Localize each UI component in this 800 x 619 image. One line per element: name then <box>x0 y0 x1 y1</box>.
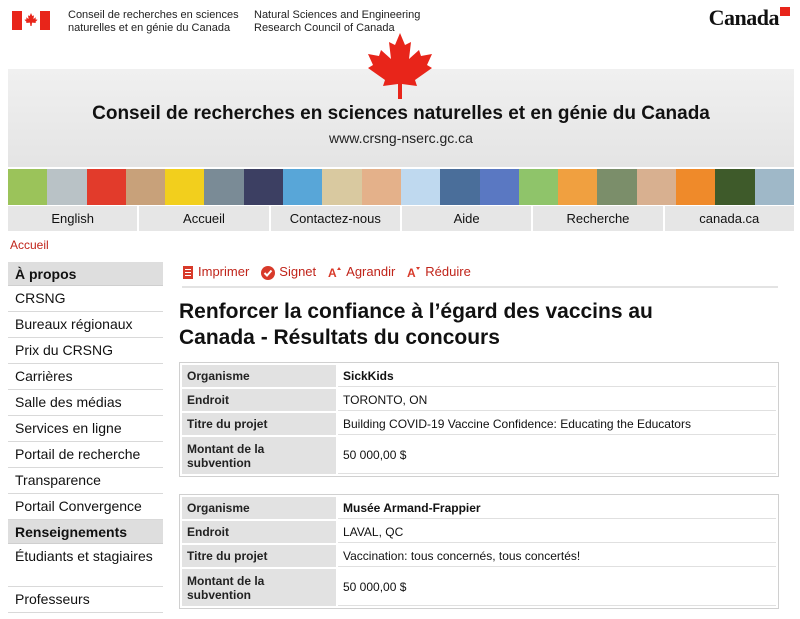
table-row <box>182 497 776 519</box>
nav-aide[interactable]: Aide <box>402 206 533 231</box>
value-org: Musée Armand-Frappier <box>338 497 776 519</box>
nav-recherche[interactable]: Recherche <box>533 206 664 231</box>
table-row <box>182 437 776 474</box>
sidebar-section-info: Renseignements <box>8 520 163 544</box>
enlarge-text-icon <box>328 266 342 278</box>
sidebar-item-research-portal[interactable]: Portail de recherche <box>8 442 163 468</box>
sidebar-item-regional-offices[interactable]: Bureaux régionaux <box>8 312 163 338</box>
table-row <box>182 413 776 435</box>
grant-table-2 <box>179 494 779 609</box>
page-title: Renforcer la confiance à l’égard des vaccins au Canada - Résultats du concours <box>179 300 653 349</box>
sidebar-item-students[interactable]: Étudiants et stagiaires <box>8 544 163 587</box>
sidebar <box>8 262 163 613</box>
svg-text:A: A <box>407 266 416 278</box>
nav-contact[interactable]: Contactez-nous <box>271 206 402 231</box>
canada-wordmark: Canada <box>709 5 790 31</box>
nav-accueil[interactable]: Accueil <box>139 206 270 231</box>
sidebar-item-transparency[interactable]: Transparence <box>8 468 163 494</box>
sidebar-item-careers[interactable]: Carrières <box>8 364 163 390</box>
value-org: SickKids <box>338 365 776 387</box>
value-project: Building COVID-19 Vaccine Confidence: Educating the Educators <box>338 413 776 435</box>
canada-flag-icon <box>12 11 50 30</box>
page-toolbar <box>182 264 778 288</box>
label-location: Endroit <box>182 389 336 411</box>
sidebar-item-professors[interactable]: Professeurs <box>8 587 163 613</box>
bookmark-button[interactable] <box>261 264 316 286</box>
org-name-french: Conseil de recherches en sciences naturelles et en génie du Canada <box>68 9 239 34</box>
main-navigation <box>8 206 794 231</box>
sidebar-item-media[interactable]: Salle des médias <box>8 390 163 416</box>
print-label: Imprimer <box>198 264 250 279</box>
enlarge-text-button[interactable] <box>328 264 395 286</box>
grant-table-1 <box>179 362 779 477</box>
reduce-label: Réduire <box>425 264 471 279</box>
table-row <box>182 521 776 543</box>
breadcrumb[interactable]: Accueil <box>10 238 49 252</box>
label-org: Organisme <box>182 497 336 519</box>
table-row <box>182 569 776 606</box>
sidebar-item-prizes[interactable]: Prix du CRSNG <box>8 338 163 364</box>
wordmark-flag-icon <box>780 7 790 16</box>
svg-text:A: A <box>328 266 337 278</box>
enlarge-label: Agrandir <box>346 264 396 279</box>
banner-title: Conseil de recherches en sciences naturelles et en génie du Canada <box>92 103 710 124</box>
table-row <box>182 545 776 567</box>
value-project: Vaccination: tous concernés, tous concertés! <box>338 545 776 567</box>
checkmark-icon <box>261 266 275 280</box>
sidebar-section-about: À propos <box>8 262 163 286</box>
bookmark-label: Signet <box>279 264 317 279</box>
label-location: Endroit <box>182 521 336 543</box>
print-icon <box>182 266 194 279</box>
nav-canada-ca[interactable]: canada.ca <box>699 211 760 226</box>
value-amount: 50 000,00 $ <box>338 437 776 474</box>
reduce-text-button[interactable] <box>407 264 471 286</box>
sidebar-item-online-services[interactable]: Services en ligne <box>8 416 163 442</box>
label-project: Titre du projet <box>182 545 336 567</box>
org-name-english: Natural Sciences and Engineering Research Council of Canada <box>254 9 421 34</box>
label-amount: Montant de la subvention <box>182 569 336 606</box>
maple-leaf-icon <box>366 33 434 99</box>
table-row <box>182 389 776 411</box>
value-location: TORONTO, ON <box>338 389 776 411</box>
sidebar-item-crsng[interactable]: CRSNG <box>8 286 163 312</box>
banner-url: www.crsng-nserc.gc.ca <box>329 130 473 146</box>
label-amount: Montant de la subvention <box>182 437 336 474</box>
reduce-text-icon <box>407 266 421 278</box>
value-location: LAVAL, QC <box>338 521 776 543</box>
value-amount: 50 000,00 $ <box>338 569 776 606</box>
photo-mosaic-strip <box>8 169 794 205</box>
nav-english[interactable]: English <box>8 206 139 231</box>
print-button[interactable] <box>182 264 249 286</box>
label-org: Organisme <box>182 365 336 387</box>
label-project: Titre du projet <box>182 413 336 435</box>
table-row <box>182 365 776 387</box>
sidebar-item-convergence[interactable]: Portail Convergence <box>8 494 163 520</box>
